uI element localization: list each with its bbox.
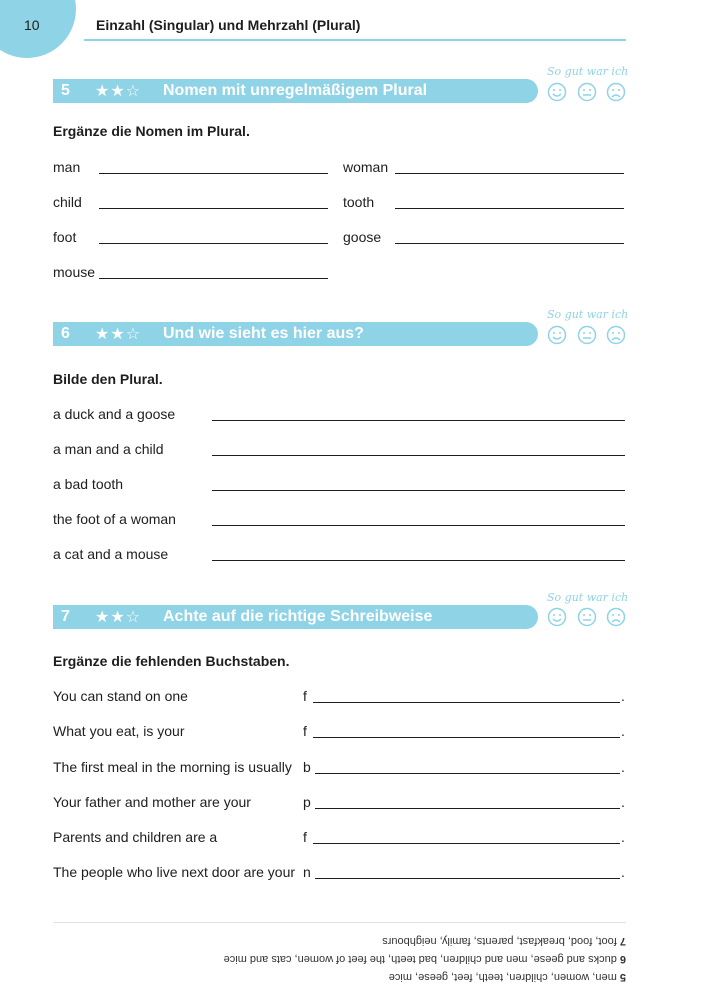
exercise-instruction: Bilde den Plural. [53, 371, 163, 387]
sentence-end-mark: . [621, 864, 625, 880]
answer-row [53, 932, 626, 950]
answer-line[interactable] [99, 208, 328, 209]
sentence-prompt: The people who live next door are your [53, 864, 296, 880]
answer-line[interactable] [315, 878, 620, 879]
sad-face-icon[interactable] [606, 325, 626, 345]
exercise-number: 6 [61, 325, 70, 342]
happy-face-icon[interactable] [547, 607, 567, 627]
answer-line[interactable] [395, 173, 624, 174]
difficulty-stars: ★★☆ [95, 83, 142, 100]
exercise-6-header [53, 322, 538, 346]
answer-line[interactable] [395, 208, 624, 209]
answer-line[interactable] [315, 808, 620, 809]
noun-label: tooth [343, 194, 375, 210]
answer-key [53, 930, 626, 986]
answer-line[interactable] [395, 243, 624, 244]
noun-label: woman [343, 159, 389, 175]
noun-label: mouse [53, 264, 96, 280]
noun-label: child [53, 194, 82, 210]
footer-divider [53, 922, 626, 923]
sentence-end-mark: . [621, 759, 625, 775]
sentence-prompt: What you eat, is your [53, 723, 185, 739]
answer-line[interactable] [313, 737, 620, 738]
first-letter: p [303, 794, 311, 810]
self-rating-label: So gut war ich [547, 591, 629, 604]
sad-face-icon[interactable] [606, 82, 626, 102]
exercise-title: Und wie sieht es hier aus? [163, 325, 364, 342]
answer-line[interactable] [99, 278, 328, 279]
answer-line[interactable] [99, 243, 328, 244]
difficulty-stars: ★★☆ [95, 609, 142, 626]
answer-number: 6 [619, 953, 626, 965]
neutral-face-icon[interactable] [577, 325, 597, 345]
first-letter: f [303, 829, 307, 845]
exercise-instruction: Ergänze die fehlenden Buchstaben. [53, 653, 290, 669]
sentence-end-mark: . [621, 688, 625, 704]
phrase-label: a duck and a goose [53, 406, 176, 422]
page-number: 10 [24, 17, 40, 33]
answer-line[interactable] [212, 490, 625, 491]
exercise-7-header [53, 605, 538, 629]
first-letter: n [303, 864, 311, 880]
first-letter: f [303, 688, 307, 704]
exercise-instruction: Ergänze die Nomen im Plural. [53, 123, 250, 139]
chapter-title: Einzahl (Singular) und Mehrzahl (Plural) [96, 17, 361, 33]
answer-number: 5 [619, 971, 626, 983]
exercise-title: Achte auf die richtige Schreibweise [163, 608, 433, 625]
exercise-title: Nomen mit unregelmäßigem Plural [163, 82, 428, 99]
answer-line[interactable] [212, 455, 625, 456]
answer-line[interactable] [313, 843, 620, 844]
neutral-face-icon[interactable] [577, 607, 597, 627]
sentence-end-mark: . [621, 829, 625, 845]
exercise-5-header [53, 79, 538, 103]
answer-line[interactable] [313, 702, 620, 703]
answer-line[interactable] [315, 773, 620, 774]
sentence-prompt: Your father and mother are your [53, 794, 251, 810]
exercise-number: 5 [61, 82, 70, 99]
phrase-label: a cat and a mouse [53, 546, 169, 562]
self-rating-label: So gut war ich [547, 308, 629, 321]
answer-number: 7 [619, 935, 626, 947]
sentence-prompt: The first meal in the morning is usually [53, 759, 292, 775]
sad-face-icon[interactable] [606, 607, 626, 627]
difficulty-stars: ★★☆ [95, 326, 142, 343]
neutral-face-icon[interactable] [577, 82, 597, 102]
answer-text: men, women, children, teeth, feet, geese, mice [388, 971, 617, 983]
noun-label: foot [53, 229, 77, 245]
sentence-end-mark: . [621, 723, 625, 739]
answer-line[interactable] [99, 173, 328, 174]
answer-row [53, 950, 626, 968]
answer-line[interactable] [212, 525, 625, 526]
phrase-label: a bad tooth [53, 476, 124, 492]
answer-row [53, 968, 626, 986]
noun-label: goose [343, 229, 382, 245]
header-divider [84, 39, 626, 41]
sentence-prompt: Parents and children are a [53, 829, 218, 845]
sentence-prompt: You can stand on one [53, 688, 188, 704]
answer-line[interactable] [212, 420, 625, 421]
sentence-end-mark: . [621, 794, 625, 810]
answer-line[interactable] [212, 560, 625, 561]
first-letter: f [303, 723, 307, 739]
answer-text: foot, food, breakfast, parents, family, neighbours [382, 935, 617, 947]
happy-face-icon[interactable] [547, 325, 567, 345]
self-rating-label: So gut war ich [547, 65, 629, 78]
noun-label: man [53, 159, 81, 175]
answer-text: ducks and geese, men and children, bad teeth, the feet of women, cats and mice [223, 953, 617, 965]
phrase-label: the foot of a woman [53, 511, 176, 527]
first-letter: b [303, 759, 311, 775]
exercise-number: 7 [61, 608, 70, 625]
happy-face-icon[interactable] [547, 82, 567, 102]
phrase-label: a man and a child [53, 441, 164, 457]
